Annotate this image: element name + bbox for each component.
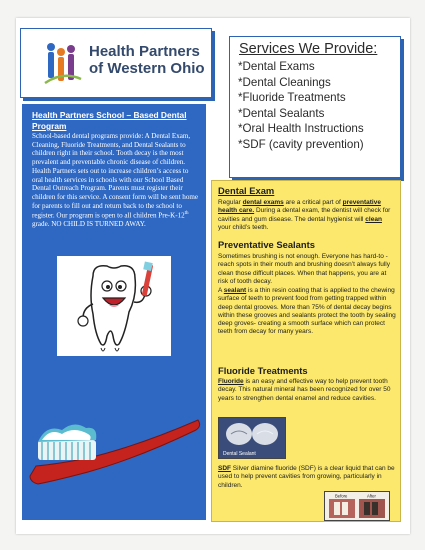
sdf-keyword: SDF [218, 465, 231, 472]
dental-exam-title: Dental Exam [218, 185, 275, 196]
school-body-main: School-based dental programs provide: A Dental Exam, Cleaning, Fluoride Treatments, and Dental Sealants to children right in their school. Tooth decay is the most prevalent and preventable chronic disease of children. Health Partners sets out to increase children’s access to oral health services in schools with our School Based Dental Outreach Program. Parents must register their children for this service. A consent form will be sent home for parents to fill out and return back to the school to register. Our program is open to all children Pre-K-12 [32, 132, 199, 220]
sdf-text: SDF Silver diamine fluoride (SDF) is a clear liquid that can be used to help prevent cavities from growing, particularly in children. [218, 465, 395, 489]
fluoride-title: Fluoride Treatments [218, 365, 308, 376]
service-item: *SDF (cavity prevention) [238, 137, 364, 151]
sealants-text-1: Sometimes brushing is not enough. Everyone has hard-to -reach spots in their mouth and brushing doesn’t always fully clean those difficult places. When that happens, you are at risk of tooth decay. [218, 253, 390, 285]
clean-keyword: clean [365, 215, 382, 223]
services-box [229, 36, 401, 178]
before-label: Before [335, 493, 348, 499]
school-program-panel [22, 104, 206, 520]
dental-exams-keyword: dental exams [242, 199, 284, 206]
dental-exam-text: Regular dental exams are a critical part of preventative health care. During a dental exam, the dentist will check for cavities and gum disease. The dental hygienist will clean your child’s teeth. [218, 199, 391, 231]
school-body-end: grade. NO CHILD IS TURNED AWAY. [32, 220, 146, 229]
fluoride-keyword: Fluoride [218, 378, 244, 385]
logo-box [20, 28, 212, 98]
school-program-title: Health Partners School – Based Dental Program [32, 110, 187, 131]
services-detail-panel [211, 180, 401, 522]
logo-line-1: Health Partners [89, 43, 200, 60]
people-logo-icon [43, 39, 83, 87]
sealants-text-2: A sealant is a thin resin coating that is applied to the chewing surface of teeth to prevent food from getting trapped within deep dental grooves. More than 75% of dental decay begins within these grooves and sealants protect the tooth by sealing deep groves- creating a smooth surface which can protect teeth from decay for many years. [218, 287, 396, 336]
school-program-body [32, 132, 200, 229]
school-body-sup: th [184, 211, 189, 217]
sdf-before-after-photo [324, 491, 390, 521]
service-item: *Fluoride Treatments [238, 91, 346, 105]
photo-caption: Dental Sealant [223, 451, 256, 457]
service-item: *Oral Health Instructions [238, 122, 364, 136]
sealants-title: Preventative Sealants [218, 239, 315, 250]
dental-sealant-photo [218, 417, 286, 459]
service-item: *Dental Exams [238, 60, 315, 73]
logo-text [89, 43, 205, 77]
service-item: *Dental Cleanings [238, 75, 331, 89]
toothbrush-icon [28, 406, 204, 496]
sealant-keyword: sealant [223, 287, 247, 294]
logo-line-2: of Western Ohio [89, 60, 205, 77]
service-item: *Dental Sealants [238, 106, 325, 120]
services-list [230, 59, 400, 153]
preventative-keyword: preventative health care. [218, 199, 381, 215]
fluoride-text: Fluoride is an easy and effective way to help prevent tooth decay. This natural mineral has been recognized for over 50 years to strengthen dental enamel and reduce cavities. [218, 378, 391, 402]
smiling-tooth-icon [57, 256, 171, 356]
tooth-illustration [57, 256, 171, 356]
after-label: After [367, 493, 376, 499]
services-title: Services We Provide: [239, 41, 378, 57]
